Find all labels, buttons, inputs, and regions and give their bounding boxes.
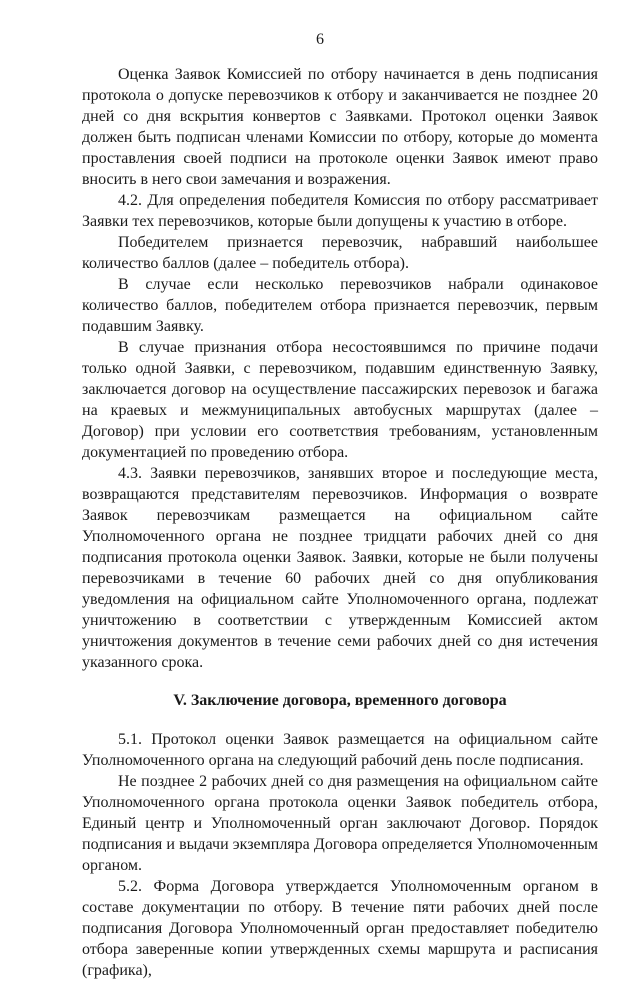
paragraph: Оценка Заявок Комиссией по отбору начинается в день подписания протокола о допуске перевозчиков к отбору и заканчивается не позднее 20 дней со дня вскрытия конвертов с Заявками. Протокол оценки Заявок должен быть подписан членами Комиссии по отбору, которые до момента проставления своей подписи на протоколе оценки Заявок имеют право вносить в него свои замечания и возражения. [82, 66, 598, 188]
paragraph: Не позднее 2 рабочих дней со дня размещения на официальном сайте Уполномоченного органа протокола оценки Заявок победитель отбора, Единый центр и Уполномоченный орган заключают Договор. Порядок подписания и выдачи экземпляра Договора определяется Уполномоченным органом. [82, 773, 598, 874]
section-heading: V. Заключение договора, временного договора [173, 692, 507, 709]
document-body [82, 64, 598, 981]
paragraph: 4.2. Для определения победителя Комиссия по отбору рассматривает Заявки тех перевозчиков, которые были допущены к участию в отборе. [82, 192, 598, 230]
paragraph: 4.3. Заявки перевозчиков, занявших второе и последующие места, возвращаются представителям перевозчиков. Информация о возврате Заявок перевозчикам размещается на официальном сайте Уполномоченного органа не позднее тридцати рабочих дней со дня подписания протокола оценки Заявок. Заявки, которые не были получены перевозчиками в течение 60 рабочих дней со дня опубликования уведомления на официальном сайте Уполномоченного органа, подлежат уничтожению в соответствии с утвержденным Комиссией актом уничтожения документов в течение семи рабочих дней со дня истечения указанного срока. [82, 465, 598, 671]
paragraph: В случае если несколько перевозчиков набрали одинаковое количество баллов, победителем отбора признается перевозчик, первым подавшим Заявку. [82, 276, 598, 335]
page-number: 6 [316, 31, 324, 48]
paragraph: Победителем признается перевозчик, набравший наибольшее количество баллов (далее – победитель отбора). [82, 234, 598, 272]
paragraph: В случае признания отбора несостоявшимся по причине подачи только одной Заявки, с перевозчиком, подавшим единственную Заявку, заключается договор на осуществление пассажирских перевозок и багажа на краевых и межмуниципальных автобусных маршрутах (далее – Договор) при условии его соответствия требованиям, установленным документацией по проведению отбора. [82, 339, 598, 461]
paragraph: 5.2. Форма Договора утверждается Уполномоченным органом в составе документации по отбору. В течение пяти рабочих дней после подписания Договора Уполномоченный орган предоставляет победителю отбора заверенные копии утвержденных схемы маршрута и расписания (графика), [82, 878, 598, 979]
paragraph: 5.1. Протокол оценки Заявок размещается на официальном сайте Уполномоченного органа на следующий рабочий день после подписания. [82, 731, 598, 769]
